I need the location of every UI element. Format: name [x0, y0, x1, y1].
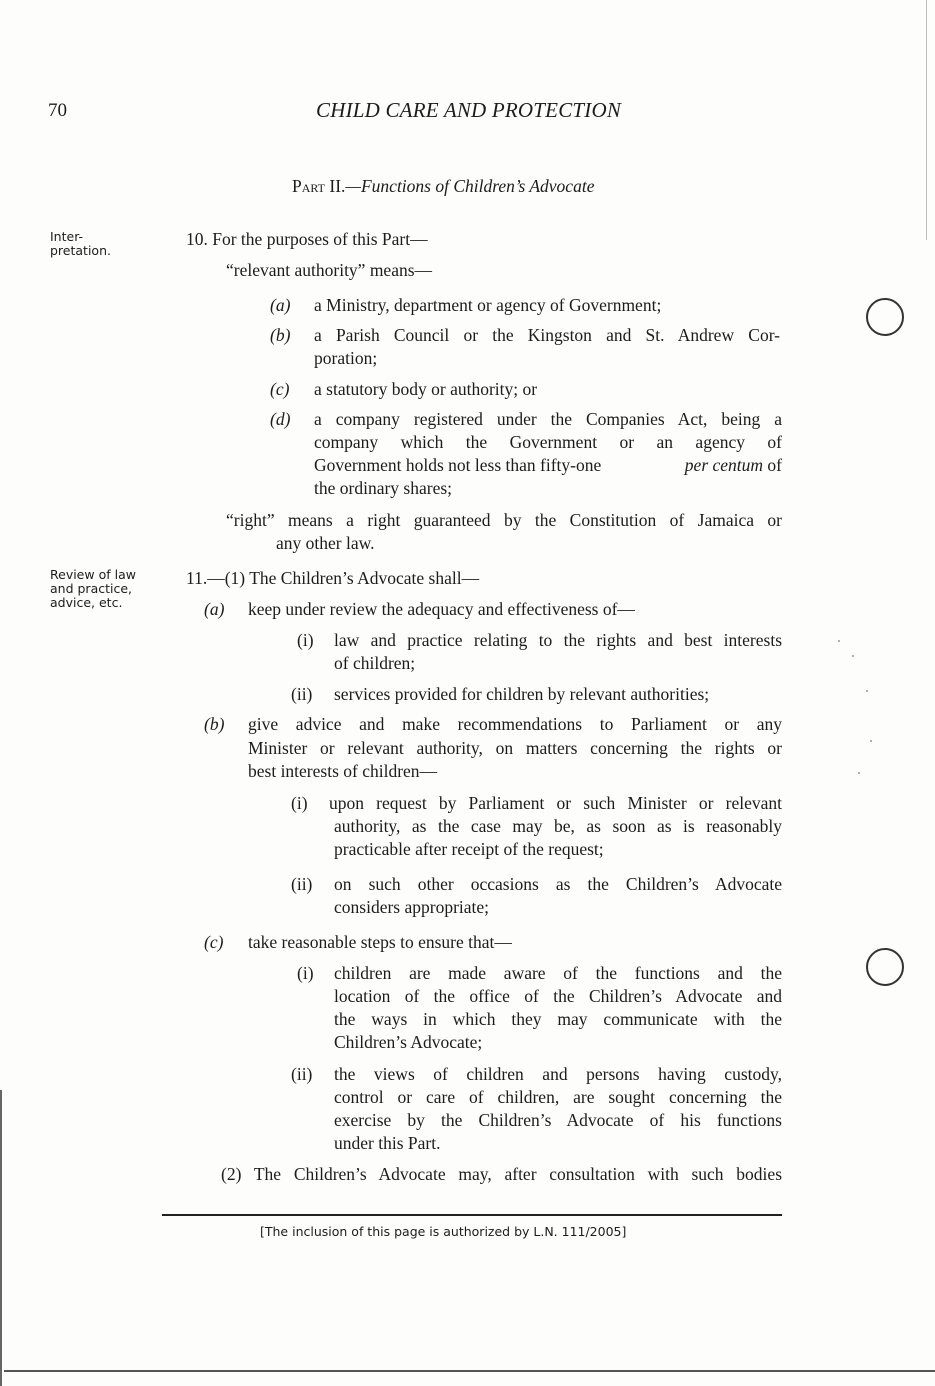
- item-label-c: (c): [270, 379, 290, 399]
- definition-relevant-authority: “relevant authority” means—: [226, 260, 433, 280]
- item-d-line-3-of: of: [767, 455, 782, 475]
- s11-c-ii-label: (ii): [291, 1064, 313, 1084]
- s11-label-a: (a): [204, 599, 225, 619]
- scan-speck: [838, 640, 840, 642]
- item-d-line-3: [314, 455, 782, 476]
- s11-c-i-line-4: Children’s Advocate;: [334, 1032, 483, 1052]
- part-title: —Functions of Children’s Advocate: [345, 176, 595, 196]
- s11-c-i-line-1: children are made aware of the functions and the: [334, 963, 782, 983]
- binder-hole-bottom: [866, 948, 904, 986]
- margin-note-interpretation: [50, 230, 111, 258]
- footer-note: [The inclusion of this page is authorized by L.N. 111/2005]: [260, 1224, 627, 1239]
- s11-b-ii-line-2: considers appropriate;: [334, 897, 490, 917]
- margin-note-line: and practice,: [50, 581, 133, 596]
- s11-c-i-label: (i): [297, 963, 314, 983]
- s11-a-text: keep under review the adequacy and effectiveness of—: [248, 599, 635, 619]
- part-label: Part II.: [292, 176, 346, 196]
- page-title: CHILD CARE AND PROTECTION: [316, 98, 622, 122]
- s11-b-ii-line-1: on such other occasions as the Children’s Advocate: [334, 874, 782, 894]
- section-11-intro: 11.—(1) The Children’s Advocate shall—: [186, 568, 480, 588]
- s11-a-i-label: (i): [297, 630, 314, 650]
- scan-edge-left: [0, 1090, 2, 1386]
- per-centum: per centum: [684, 455, 764, 475]
- item-label-a: (a): [270, 295, 291, 315]
- item-label-b: (b): [270, 325, 291, 345]
- s11-b-i-line-3: practicable after receipt of the request;: [334, 839, 604, 859]
- s11-b-i-line-1: upon request by Parliament or such Minister or relevant: [329, 793, 782, 813]
- margin-note-line: advice, etc.: [50, 595, 123, 610]
- s11-a-i-line-1: law and practice relating to the rights and best interests: [334, 630, 782, 650]
- definition-right-line-1: “right” means a right guaranteed by the Constitution of Jamaica or: [226, 510, 782, 530]
- s11-b-i-label: (i): [291, 793, 308, 813]
- s11-a-i-line-2: of children;: [334, 653, 416, 673]
- s11-c-text: take reasonable steps to ensure that—: [248, 932, 512, 952]
- item-b-line-1: a Parish Council or the Kingston and St. Andrew Cor-: [314, 325, 780, 345]
- s11-b-line-1: give advice and make recommendations to Parliament or any: [248, 714, 782, 734]
- s11-c-ii-line-1: the views of children and persons having custody,: [334, 1064, 782, 1084]
- page-number: 70: [48, 100, 67, 121]
- s11-c-ii-line-3: exercise by the Children’s Advocate of his functions: [334, 1110, 782, 1130]
- item-d-line-3-text: Government holds not less than fifty-one: [314, 455, 602, 475]
- item-d-line-4: the ordinary shares;: [314, 478, 453, 498]
- section-10-intro: 10. For the purposes of this Part—: [186, 229, 428, 249]
- s11-b-i-line-2: authority, as the case may be, as soon as is reasonably: [334, 816, 782, 836]
- s11-c-ii-line-2: control or care of children, are sought concerning the: [334, 1087, 782, 1107]
- margin-note-line: pretation.: [50, 243, 111, 258]
- item-a-text: a Ministry, department or agency of Government;: [314, 295, 662, 315]
- definition-right-line-2: any other law.: [276, 533, 375, 553]
- scan-speck: [852, 655, 854, 657]
- scan-speck: [858, 772, 860, 774]
- margin-note-line: Inter-: [50, 229, 84, 244]
- scan-speck: [870, 740, 872, 742]
- footer-rule: [162, 1214, 782, 1216]
- item-d-line-1: a company registered under the Companies Act, being a: [314, 409, 782, 429]
- s11-subsection-2: (2) The Children’s Advocate may, after consultation with such bodies: [221, 1164, 782, 1184]
- s11-c-i-line-3: the ways in which they may communicate with the: [334, 1009, 782, 1029]
- scan-edge-bottom: [4, 1370, 935, 1372]
- s11-c-i-line-2: location of the office of the Children’s Advocate and: [334, 986, 782, 1006]
- s11-a-ii-label: (ii): [291, 684, 313, 704]
- item-d-line-2: company which the Government or an agency of: [314, 432, 782, 452]
- margin-note-line: Review of law: [50, 567, 136, 582]
- s11-c-ii-line-4: under this Part.: [334, 1133, 441, 1153]
- s11-b-line-3: best interests of children—: [248, 761, 438, 781]
- part-heading: [292, 176, 594, 197]
- binder-hole-top: [866, 298, 904, 336]
- item-label-d: (d): [270, 409, 291, 429]
- s11-b-ii-label: (ii): [291, 874, 313, 894]
- s11-label-b: (b): [204, 714, 225, 734]
- s11-b-line-2: Minister or relevant authority, on matters concerning the rights or: [248, 738, 782, 758]
- scan-speck: [866, 690, 868, 692]
- item-c-text: a statutory body or authority; or: [314, 379, 538, 399]
- margin-note-review: [50, 568, 136, 610]
- scan-edge-right: [926, 0, 927, 240]
- s11-label-c: (c): [204, 932, 224, 952]
- item-b-line-2: poration;: [314, 348, 378, 368]
- s11-a-ii-line-1: services provided for children by relevant authorities;: [334, 684, 710, 704]
